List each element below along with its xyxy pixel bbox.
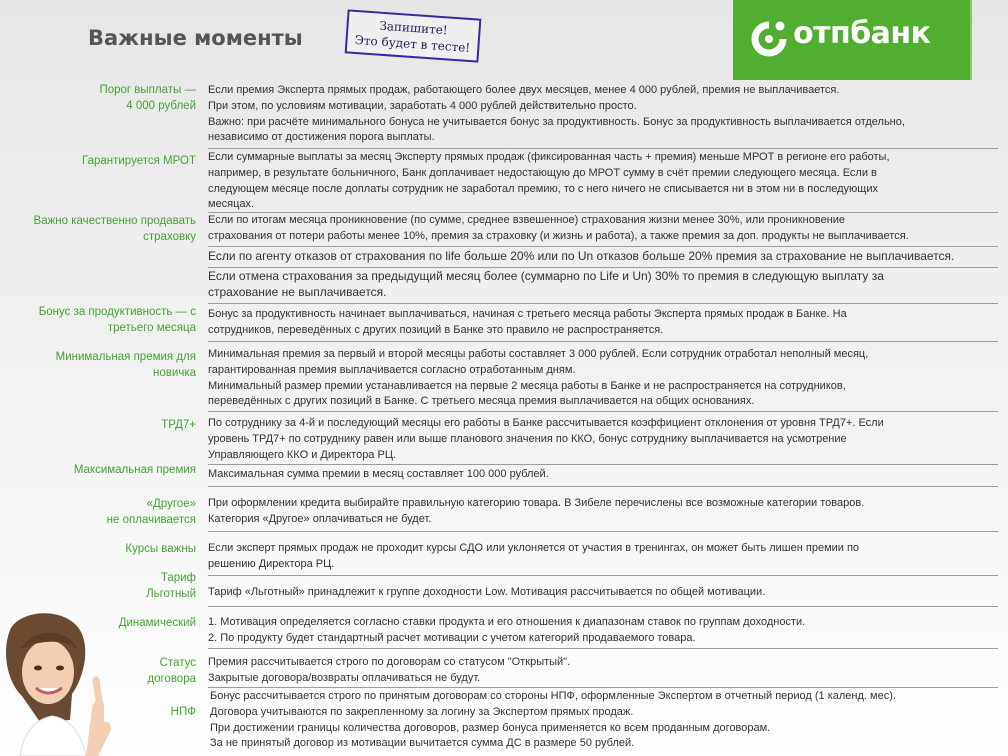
row-label-npf: НПФ	[170, 706, 196, 718]
row-separator	[208, 246, 998, 247]
logo-text: отпбанк	[793, 16, 931, 51]
row-text-insurance-refusals: Если по агенту отказов от страхования по life больше 20% или по Un отказов больше 20% премия за страхование не выплачивается.	[208, 249, 955, 263]
row-separator	[208, 303, 998, 304]
row-separator	[208, 687, 998, 688]
stamp-line-1: Запишите!	[378, 18, 449, 38]
woman-illustration	[0, 610, 120, 756]
row-text-trd7: По сотруднику за 4-й и последующий месяцы его работы в Банке рассчитывается коэффициент отклонения от уровня ТРД7+. Если уровень ТРД7+ по сотруднику равен или выше планового значения по ККО, бонус сотруднику выплачивается на усмотрение Управляющего ККО и Директора РЦ.	[208, 417, 884, 461]
row-text-max-bonus: Максимальная сумма премии в месяц составляет 100 000 рублей.	[208, 468, 549, 480]
row-text-payout-threshold: Если премия Эксперта прямых продаж, работающего более двух месяцев, менее 4 000 рублей, премия не выплачивается. При этом, по условиям мотивации, заработать 4 000 рублей действительно просто. Важно: при расчёте минимального бонуса не учитывается бонус за продуктивность. Бонус за продуктивность выплачивается отдельно, независимо от достижения порога выплаты.	[208, 84, 905, 144]
row-label-dynamic: Динамический	[118, 617, 196, 629]
row-text-contract-status: Премия рассчитывается строго по договорам со статусом "Открытый". Закрытые договора/возвраты оплачиваться не будут.	[208, 656, 571, 684]
bank-logo	[733, 0, 970, 80]
row-label-min-bonus: Минимальная премия для новичка	[55, 351, 196, 379]
row-text-courses: Если эксперт прямых продаж не проходит курсы СДО или уклоняется от участия в тренингах, он может быть лишен премии по решению Директора РЦ.	[208, 542, 860, 570]
row-label-contract-status: Статус договора	[147, 657, 196, 685]
row-text-productivity-bonus: Бонус за продуктивность начинает выплачиваться, начиная с третьего месяца работы Эксперта прямых продаж в Банке. На сотрудников, переведённых с других позиций в Банке это правило не распространяется.	[208, 308, 847, 336]
row-label-insurance: Важно качественно продавать страховку	[33, 215, 196, 243]
stamp-note	[345, 9, 482, 62]
row-label-tariff-preferential: Тариф Льготный	[146, 572, 196, 600]
row-text-insurance-cancellation: Если отмена страхования за предыдущий месяц более (суммарно по Life и Un) 30% то премия в следующую выплату за страхование не выплачивается.	[208, 269, 884, 299]
row-separator	[208, 575, 998, 576]
row-separator	[208, 411, 998, 412]
row-separator	[208, 267, 998, 268]
otp-logo-icon	[751, 20, 787, 58]
logo-divider	[970, 0, 972, 80]
row-label-max-bonus: Максимальная премия	[73, 464, 196, 476]
stamp-line-2: Это будет в тесте!	[354, 32, 471, 55]
row-label-mrot: Гарантируется МРОТ	[82, 155, 196, 167]
row-label-productivity-bonus: Бонус за продуктивность — с третьего месяца	[38, 306, 196, 334]
row-text-insurance: Если по итогам месяца проникновение (по сумме, среднее взвешенное) страхования жизни менее 30%, или проникновение страхования от потери работы менее 10%, премия за страховку (и жизнь и работа), а также премия за доп. продукты не выплачивается.	[208, 214, 909, 242]
row-separator	[208, 464, 998, 465]
row-text-mrot: Если суммарные выплаты за месяц Эксперту прямых продаж (фиксированная часть + премия) меньше МРОТ в регионе его работы, например, в результате больничного, Банк доплачивает недостающую до МРОТ сумму в счёт премии следующего месяца. Если в следующем месяце после доплаты сотрудник не заработал премию, то с него ничего не списывается ни в этом ни в последующих месяцах.	[208, 151, 890, 211]
row-separator	[208, 606, 998, 607]
row-text-npf: Бонус рассчитывается строго по принятым договорам со стороны НПФ, оформленные Экспертом в отчетный период (1 календ. мес). Договора учитываются по закрепленному за логину за Экспертом прямых продаж. При достижении границы количества договоров, размер бонуса применяется ко всем проданным договорам. За не принятый договор из мотивации вычитается сумма ДС в размере 50 рублей.	[210, 690, 896, 750]
row-label-payout-threshold: Порог выплаты — 4 000 рублей	[99, 84, 196, 112]
row-text-dynamic: 1. Мотивация определяется согласно ставки продукта и его отношения к диапазонам ставок по группам доходности. 2. По продукту будет стандартный расчет мотивации с учетом категорий продаваемого товара.	[208, 616, 806, 644]
row-separator	[208, 648, 998, 649]
row-text-min-bonus: Минимальная премия за первый и второй месяцы работы составляет 3 000 рублей. Если сотрудник отработал неполный месяц, гарантированная премия выплачивается согласно отработанным дням. Минимальный размер премии устанавливается на первые 2 месяца работы в Банке и не распространяется на сотрудников, переведённых с других позиций в Банке. С третьего месяца премия выплачивается на общих основаниях.	[208, 348, 869, 408]
row-label-other-category: «Другое» не оплачивается	[106, 498, 196, 526]
row-text-tariff-preferential: Тариф «Льготный» принадлежит к группе доходности Low. Мотивация рассчитывается по общей мотивации.	[208, 586, 766, 598]
row-separator	[208, 486, 998, 487]
row-label-trd7: ТРД7+	[161, 419, 196, 431]
row-separator	[208, 148, 998, 149]
row-label-courses: Курсы важны	[125, 543, 196, 555]
row-separator	[208, 341, 998, 342]
row-separator	[208, 531, 998, 532]
page-title: Важные моменты	[88, 26, 303, 50]
row-text-other-category: При оформлении кредита выбирайте правильную категорию товара. В Зибеле перечислены все возможные категории товаров. Категория «Другое» оплачиваться не будет.	[208, 497, 865, 525]
